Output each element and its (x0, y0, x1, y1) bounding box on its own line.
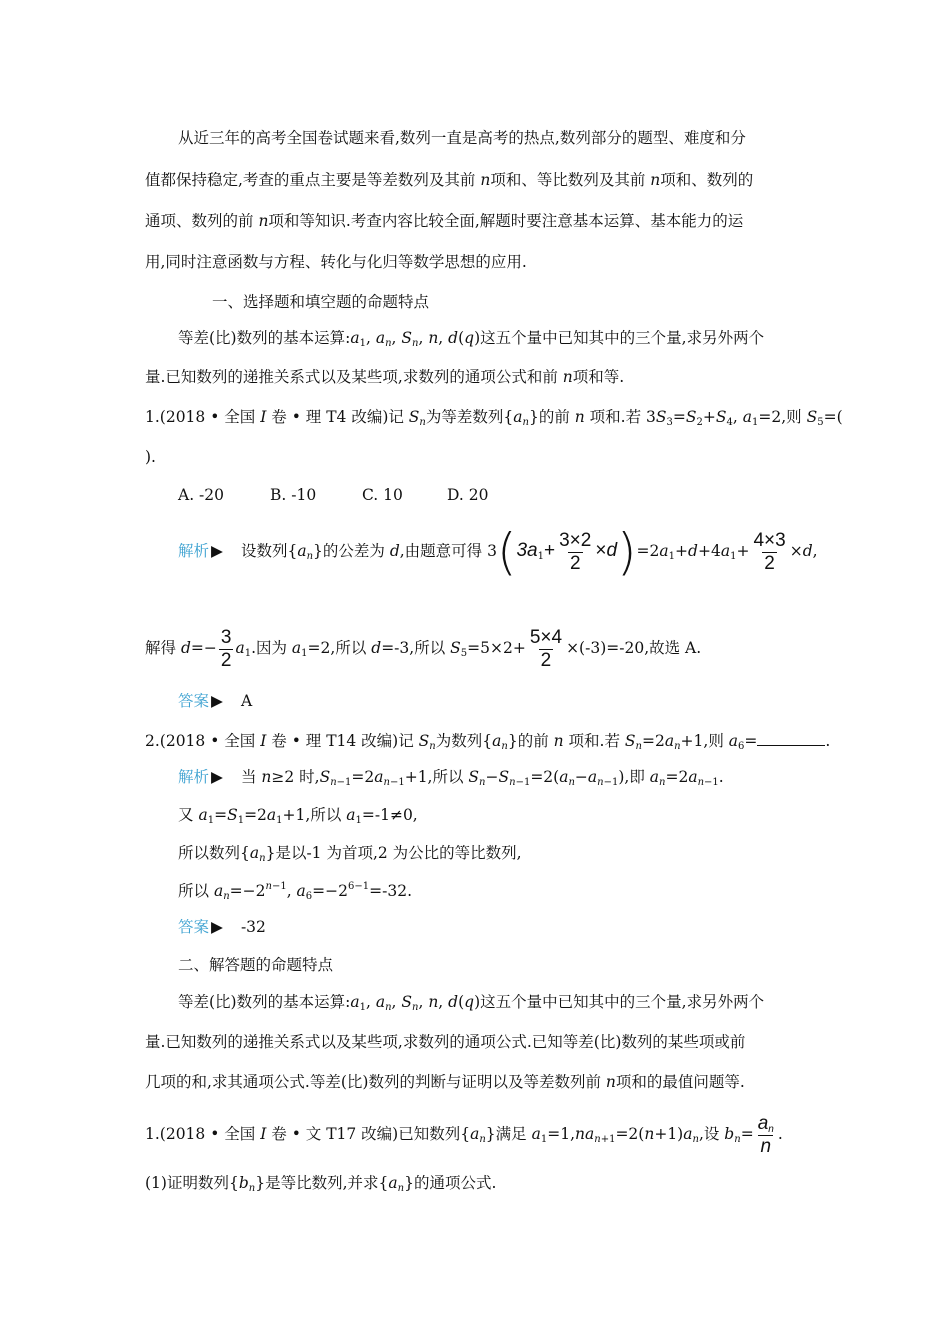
q1-solution-line-1: 解析 ▶ 设数列$\{a_n\}$的公差为 d,由题意可得 $3(3a_1+$ $\frac{3\times 2}{2}$ $\times d)=2a_1+d+4a_1+$ $\frac{4\times 3}{2}$ ×d, (178, 523, 818, 581)
q1-option-d: D. 20 (447, 486, 489, 504)
q2-stem: 2.(2018 • 全国 I 卷 • 理 T14 改编)记 $S_n$为数列$\{a_n\}$的前 n 项和.若 $S_n=2a_n+1$,则 $a_6=$ . (145, 729, 830, 752)
q1-option-a: A. -20 (178, 486, 225, 504)
section2-heading: 二、解答题的命题特点 (178, 956, 334, 974)
triangle-arrow-icon: ▶ (211, 542, 223, 560)
triangle-arrow-icon: ▶ (211, 692, 223, 710)
q2-answer: 答案 ▶ -32 (178, 918, 266, 936)
answer-tag: 答案 (178, 692, 210, 710)
q1-stem-close: ). (145, 448, 156, 466)
q3-part-1: (1)证明数列$\{b_n\}$是等比数列,并求$\{a_n\}$的通项公式. (145, 1174, 497, 1194)
section1-desc-2: 量.已知数列的递推关系式以及某些项,求数列的通项公式和前 n项和等. (145, 368, 625, 386)
section2-desc-3: 几项的和,求其通项公式.等差(比)数列的判断与证明以及等差数列前 n项和的最值问题等. (145, 1073, 745, 1091)
q1-solution-line-2: 解得 d=− $\frac{3}{2}$ $a_1$.因为 $a_1=2$,所以 d=-3,所以 $S_5=5\times 2+$ $\frac{5\times 4}{2}$ ×(-3)=-20,故选 A. (145, 626, 702, 671)
triangle-arrow-icon: ▶ (211, 768, 223, 786)
intro-line-2: 值都保持稳定,考查的重点主要是等差数列及其前 n项和、等比数列及其前 n项和、数列的 (145, 171, 754, 189)
analysis-tag: 解析 (178, 768, 210, 786)
intro-line-3: 通项、数列的前 n项和等知识.考查内容比较全面,解题时要注意基本运算、基本能力的运 (145, 212, 744, 230)
intro-line-4: 用,同时注意函数与方程、转化与化归等数学思想的应用. (145, 253, 527, 271)
q2-solution-line-2: 又 $a_1=S_1=2a_1+1$,所以 $a_1=-1\ne 0$, (178, 806, 418, 826)
analysis-tag: 解析 (178, 542, 210, 560)
section2-desc-2: 量.已知数列的递推关系式以及某些项,求数列的通项公式.已知等差(比)数列的某些项或前 (145, 1033, 746, 1051)
q2-solution-line-1: 解析 ▶ 当 n≥2 时$,S_{n-1}=2a_{n-1}+1$,所以 $S_n-S_{n-1}=2(a_n-a_{n-1})$,即 $a_n=2a_{n-1}$. (178, 768, 724, 788)
section1-desc-1: 等差(比)数列的基本运算$:a_1$, $a_n$, $S_n$, n, d(q)这五个量中已知其中的三个量,求另外两个 (178, 329, 765, 349)
q1-stem: 1.(2018 • 全国 I 卷 • 理 T4 改编)记 $S_n$为等差数列$\{a_n\}$的前 n 项和.若 $3S_3=S_2+S_4$, $a_1=2$,则 $S_5=$( (145, 408, 843, 428)
section1-heading: 一、选择题和填空题的命题特点 (212, 293, 430, 311)
triangle-arrow-icon: ▶ (211, 918, 223, 936)
q2-solution-line-3: 所以数列$\{a_n\}$是以-1 为首项,2 为公比的等比数列, (178, 844, 522, 864)
q1-answer: 答案 ▶ A (178, 692, 253, 710)
section2-desc-1: 等差(比)数列的基本运算$:a_1$, $a_n$, $S_n$, n, d(q)这五个量中已知其中的三个量,求另外两个 (178, 993, 765, 1013)
intro-line-1: 从近三年的高考全国卷试题来看,数列一直是高考的热点,数列部分的题型、难度和分 (178, 129, 746, 147)
q3-stem: 1.(2018 • 全国 I 卷 • 文 T17 改编)已知数列$\{a_n\}$满足 $a_1=1,na_{n+1}=2(n+1)a_n$,设 $b_n=$ $\frac{a_n}{n}$ . (145, 1112, 783, 1157)
q2-solution-line-4: 所以 $a_n=-2^{n-1}$, $a_6=-2^{6-1}=-32$. (178, 881, 412, 902)
q1-option-b: B. -10 (270, 486, 317, 504)
q1-option-c: C. 10 (362, 486, 403, 504)
answer-blank (757, 729, 825, 746)
answer-tag: 答案 (178, 918, 210, 936)
